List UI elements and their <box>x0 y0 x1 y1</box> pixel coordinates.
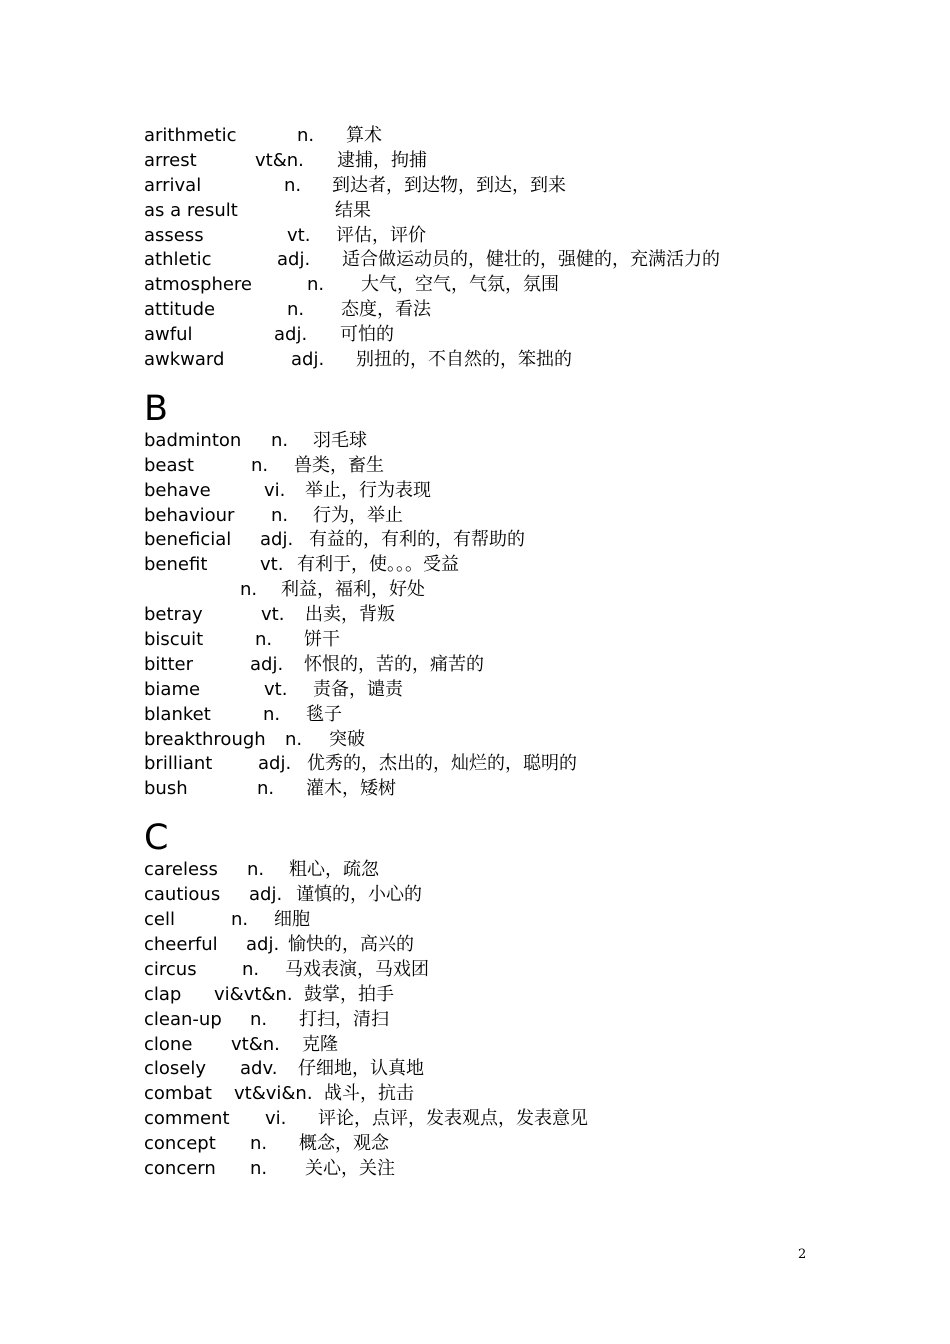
vocab-entry <box>144 429 864 454</box>
entry-meaning: 羽毛球 <box>313 429 367 451</box>
entry-pos: n. <box>250 1133 268 1155</box>
entry-word: clean-up <box>144 1008 222 1030</box>
entry-meaning: 粗心，疏忽 <box>289 859 379 881</box>
entry-word: closely <box>144 1058 207 1080</box>
entry-pos: adj. <box>277 249 311 271</box>
entry-word: awful <box>144 324 193 346</box>
entry-pos: n. <box>257 778 275 800</box>
entry-word: careless <box>144 859 218 881</box>
vocab-entry <box>144 703 864 728</box>
entry-word: clone <box>144 1033 193 1055</box>
entry-meaning: 怀恨的，苦的，痛苦的 <box>304 653 484 675</box>
entry-pos: n. <box>307 274 325 296</box>
vocab-entry <box>144 958 864 983</box>
vocab-entry <box>144 858 864 883</box>
entry-meaning: 评论，点评，发表观点，发表意见 <box>318 1108 588 1130</box>
entry-pos: n. <box>250 1008 268 1030</box>
entry-pos: vt&n. <box>255 149 304 171</box>
entry-word: arrest <box>144 149 197 171</box>
entry-pos: adj. <box>258 753 292 775</box>
entry-meaning: 细胞 <box>274 909 310 931</box>
vocab-entry <box>144 1132 864 1157</box>
entry-meaning: 饼干 <box>304 629 340 651</box>
entry-pos: n. <box>250 1157 268 1179</box>
entry-meaning: 逮捕，拘捕 <box>337 149 427 171</box>
vocab-entry <box>144 174 864 199</box>
vocab-entry <box>144 124 864 149</box>
vocab-entry <box>144 479 864 504</box>
entry-meaning: 兽类，畜生 <box>294 454 384 476</box>
entry-meaning: 突破 <box>329 728 365 750</box>
entry-pos: adj. <box>246 933 280 955</box>
entry-meaning: 灌木，矮树 <box>306 778 396 800</box>
entry-word: behave <box>144 479 211 501</box>
entry-word: cell <box>144 909 175 931</box>
entry-meaning: 评估，评价 <box>336 224 426 246</box>
vocab-entry <box>144 323 864 348</box>
entry-word: combat <box>144 1083 212 1105</box>
entry-meaning: 算术 <box>346 125 382 146</box>
entry-word: benefit <box>144 554 208 576</box>
vocab-entry <box>144 553 864 578</box>
entry-pos: adj. <box>249 884 283 906</box>
entry-word: cheerful <box>144 933 218 955</box>
entry-word: beneficial <box>144 529 232 551</box>
entry-pos: n. <box>251 454 269 476</box>
entry-meaning: 适合做运动员的，健壮的，强健的，充满活力的 <box>342 249 720 271</box>
entry-word: betray <box>144 604 203 626</box>
entry-pos: vt&vi&n. <box>234 1083 313 1105</box>
entry-pos: vi. <box>265 1108 287 1130</box>
entry-meaning: 出卖，背叛 <box>305 604 395 626</box>
entry-meaning: 关心，关注 <box>305 1157 395 1179</box>
vocab-entry <box>144 603 864 628</box>
entry-word: atmosphere <box>144 274 252 296</box>
entry-word: awkward <box>144 349 225 371</box>
entry-word: breakthrough <box>144 728 266 750</box>
entry-pos: n. <box>271 504 289 526</box>
vocab-entry <box>144 224 864 249</box>
vocab-entry <box>144 273 864 298</box>
entry-pos: adj. <box>260 529 294 551</box>
entry-pos: n. <box>284 174 302 196</box>
entry-meaning: 可怕的 <box>340 324 394 346</box>
entry-meaning: 毯子 <box>306 703 342 725</box>
entry-word: concept <box>144 1133 216 1155</box>
vocab-entry <box>144 1082 864 1107</box>
entry-pos: n. <box>287 299 305 321</box>
entry-word: bitter <box>144 653 194 675</box>
vocab-entry <box>144 883 864 908</box>
entry-meaning: 鼓掌，拍手 <box>304 983 394 1005</box>
entry-pos: n. <box>271 429 289 451</box>
vocab-entry <box>144 248 864 273</box>
section-letter-b: B <box>144 388 169 429</box>
entry-pos: n. <box>240 579 258 601</box>
entry-word: cautious <box>144 884 221 906</box>
vocab-entry <box>144 983 864 1008</box>
vocab-entry <box>144 578 864 603</box>
entry-pos: n. <box>255 629 273 651</box>
vocab-entry <box>144 298 864 323</box>
vocab-entry <box>144 1057 864 1082</box>
entry-pos: vt&n. <box>231 1033 280 1055</box>
entry-pos: vt. <box>261 604 285 626</box>
vocab-entry <box>144 628 864 653</box>
vocab-entry <box>144 528 864 553</box>
entry-meaning: 到达者，到达物，到达，到来 <box>332 174 566 196</box>
vocabulary-list <box>144 124 864 1182</box>
vocab-entry <box>144 348 864 373</box>
entry-pos: adj. <box>291 349 325 371</box>
entry-word: behaviour <box>144 504 235 526</box>
section-letter-c: C <box>144 818 169 859</box>
vocab-entry <box>144 454 864 479</box>
entry-word: beast <box>144 454 194 476</box>
entry-pos: n. <box>247 859 265 881</box>
entry-pos: adj. <box>274 324 308 346</box>
entry-meaning: 仔细地，认真地 <box>298 1058 424 1080</box>
entry-pos: vi. <box>264 479 286 501</box>
vocab-entry <box>144 1008 864 1033</box>
entry-meaning: 举止，行为表现 <box>305 479 431 501</box>
page-number: 2 <box>798 1247 807 1262</box>
vocab-entry <box>144 1033 864 1058</box>
vocab-entry <box>144 653 864 678</box>
entry-meaning: 有益的，有利的，有帮助的 <box>309 529 525 551</box>
entry-word: arithmetic <box>144 125 237 146</box>
vocab-entry <box>144 199 864 224</box>
entry-meaning: 行为，举止 <box>313 504 403 526</box>
entry-word: circus <box>144 958 197 980</box>
vocab-entry <box>144 908 864 933</box>
vocab-entry <box>144 678 864 703</box>
vocab-entry <box>144 752 864 777</box>
vocab-entry <box>144 933 864 958</box>
entry-word: arrival <box>144 174 202 196</box>
entry-pos: n. <box>242 958 260 980</box>
entry-word: brilliant <box>144 753 213 775</box>
entry-word: assess <box>144 224 204 246</box>
entry-meaning: 克隆 <box>302 1033 338 1055</box>
vocab-entry <box>144 728 864 753</box>
entry-pos: vt. <box>264 678 288 700</box>
vocab-entry <box>144 1157 864 1182</box>
entry-word: badminton <box>144 429 242 451</box>
vocab-entry <box>144 504 864 529</box>
entry-meaning: 责备，谴责 <box>313 678 403 700</box>
entry-pos: adj. <box>250 653 284 675</box>
entry-word: blanket <box>144 703 211 725</box>
entry-word: biame <box>144 678 201 700</box>
entry-pos: vi&vt&n. <box>214 983 293 1005</box>
entry-word: concern <box>144 1157 216 1179</box>
entry-meaning: 利益，福利，好处 <box>281 579 425 601</box>
entry-meaning: 概念，观念 <box>299 1133 389 1155</box>
entry-pos: n. <box>231 909 249 931</box>
entry-meaning: 别扭的，不自然的，笨拙的 <box>356 349 572 371</box>
entry-meaning: 打扫，清扫 <box>299 1008 389 1030</box>
entry-pos: n. <box>297 125 315 146</box>
entry-pos: n. <box>285 728 303 750</box>
entry-meaning: 谨慎的，小心的 <box>296 884 422 906</box>
entry-meaning: 结果 <box>335 199 371 221</box>
entry-meaning: 大气，空气，气氛，氛围 <box>361 274 559 296</box>
entry-pos: n. <box>263 703 281 725</box>
vocab-entry <box>144 1107 864 1132</box>
entry-word: attitude <box>144 299 216 321</box>
entry-word: clap <box>144 983 182 1005</box>
vocab-entry <box>144 149 864 174</box>
entry-word: as a result <box>144 199 238 221</box>
vocab-entry <box>144 777 864 802</box>
entry-meaning: 态度，看法 <box>341 299 431 321</box>
entry-word: athletic <box>144 249 212 271</box>
entry-pos: adv. <box>240 1058 278 1080</box>
entry-meaning: 有利于，使。。。受益 <box>297 554 459 576</box>
entry-meaning: 马戏表演，马戏团 <box>285 958 429 980</box>
entry-pos: vt. <box>287 224 311 246</box>
entry-pos: vt. <box>260 554 284 576</box>
entry-meaning: 愉快的，高兴的 <box>288 933 414 955</box>
entry-meaning: 优秀的，杰出的，灿烂的，聪明的 <box>307 753 577 775</box>
entry-word: bush <box>144 778 188 800</box>
entry-word: comment <box>144 1108 230 1130</box>
entry-meaning: 战斗，抗击 <box>324 1083 414 1105</box>
entry-word: biscuit <box>144 629 204 651</box>
